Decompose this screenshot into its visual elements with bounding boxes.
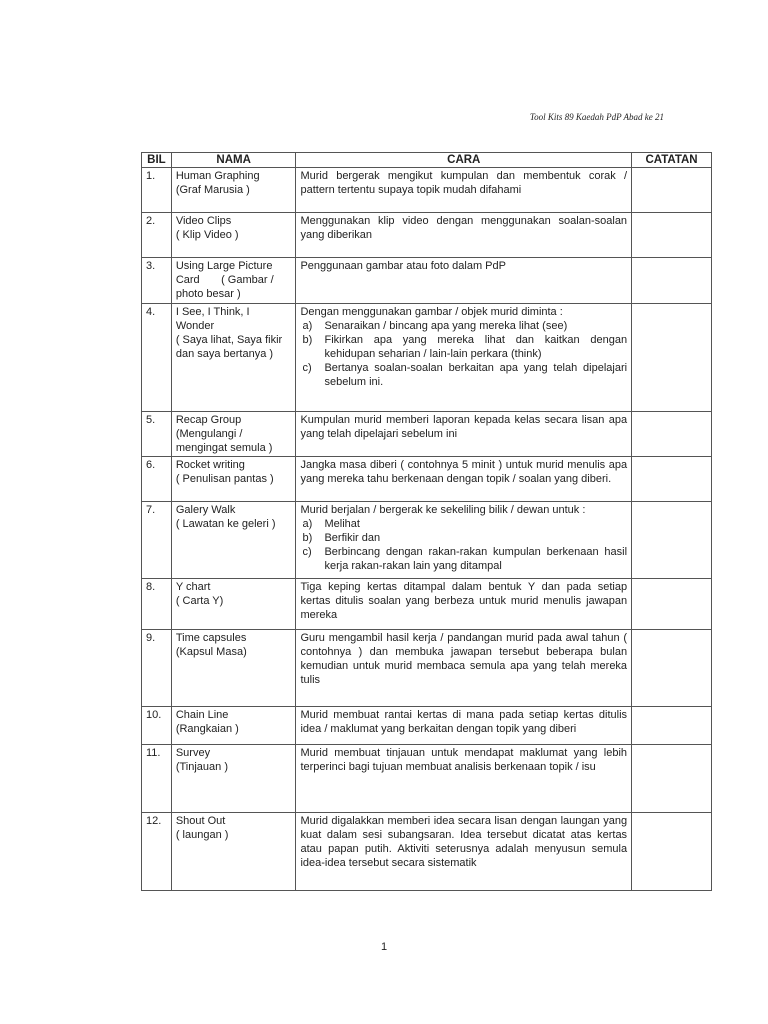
- table-body: [142, 168, 712, 891]
- table-row: [142, 813, 712, 891]
- list-item-text: Berbincang dengan rakan-rakan kumpulan berkenaan hasil kerja rakan-rakan lain yang ditampal: [324, 546, 628, 572]
- cell-catatan: [632, 457, 712, 502]
- nama-line: Chain Line: [175, 709, 229, 721]
- table-row: [142, 502, 712, 579]
- cell-cara: [296, 630, 632, 707]
- nama-line: (Mengulangi /: [175, 428, 243, 440]
- cell-cara: [296, 745, 632, 813]
- cell-cara: [296, 412, 632, 457]
- column-header-cara: CARA: [296, 153, 632, 168]
- list-item: [300, 333, 627, 361]
- cell-nama: [171, 457, 296, 502]
- cell-catatan: [632, 304, 712, 412]
- table-row: [142, 412, 712, 457]
- table-row: [142, 707, 712, 745]
- cell-nama: [171, 707, 296, 745]
- cell-nama: [171, 630, 296, 707]
- list-item-letter: a): [302, 518, 313, 530]
- cell-bil: 6.: [142, 457, 172, 502]
- cell-nama: [171, 745, 296, 813]
- cell-catatan: [632, 579, 712, 630]
- cell-cara: [296, 168, 632, 213]
- cara-text: Kumpulan murid memberi laporan kepada kelas secara lisan apa yang telah dipelajari sebelum ini: [300, 414, 628, 440]
- cell-nama: [171, 502, 296, 579]
- list-item-text: Melihat: [324, 518, 360, 530]
- document-header-title: Tool Kits 89 Kaedah PdP Abad ke 21: [529, 112, 664, 122]
- cell-cara: [296, 213, 632, 258]
- nama-line: I See, I Think, I: [175, 306, 250, 318]
- list-item: [300, 531, 627, 545]
- nama-line: ( Lawatan ke geleri ): [175, 518, 276, 530]
- cell-nama: [171, 813, 296, 891]
- cell-bil: 9.: [142, 630, 172, 707]
- cell-bil: 8.: [142, 579, 172, 630]
- table-row: [142, 630, 712, 707]
- list-item-letter: c): [302, 546, 312, 558]
- cell-cara: [296, 502, 632, 579]
- cara-text: Murid digalakkan memberi idea secara lisan dengan laungan yang kuat dalam sesi subangsaran. Idea tersebut dicatat atas kertas atau papan putih. Aktiviti seterusnya adalah menyusun semula idea-idea tersebut secara sistematik: [300, 815, 628, 869]
- cara-text: Murid membuat rantai kertas di mana pada setiap kertas ditulis idea / maklumat yang berkaitan dengan topik yang diberi: [300, 709, 628, 735]
- cara-text: Murid berjalan / bergerak ke sekeliling bilik / dewan untuk :: [300, 504, 586, 516]
- nama-line: dan saya bertanya ): [175, 348, 274, 360]
- nama-line: Using Large Picture: [175, 260, 273, 272]
- cell-catatan: [632, 168, 712, 213]
- cell-bil: 5.: [142, 412, 172, 457]
- cara-text: Penggunaan gambar atau foto dalam PdP: [300, 260, 506, 272]
- nama-line: mengingat semula ): [175, 442, 273, 454]
- cara-text: Murid membuat tinjauan untuk mendapat maklumat yang lebih terperinci bagi tujuan membuat analisis berkenaan topik / isu: [300, 747, 628, 773]
- cell-bil: 1.: [142, 168, 172, 213]
- table-row: [142, 579, 712, 630]
- nama-line: Time capsules: [175, 632, 247, 644]
- nama-line: Rocket writing: [175, 459, 245, 471]
- cell-bil: 2.: [142, 213, 172, 258]
- cell-nama: [171, 579, 296, 630]
- cara-text: Menggunakan klip video dengan menggunakan soalan-soalan yang diberikan: [300, 215, 628, 241]
- column-header-catatan: CATATAN: [632, 153, 712, 168]
- cell-catatan: [632, 412, 712, 457]
- cell-catatan: [632, 502, 712, 579]
- nama-line: Shout Out: [175, 815, 226, 827]
- cell-bil: 10.: [142, 707, 172, 745]
- cell-catatan: [632, 745, 712, 813]
- nama-line: (Graf Marusia ): [175, 184, 250, 196]
- page-number: 1: [380, 941, 388, 953]
- nama-line: Human Graphing: [175, 170, 260, 182]
- list-item: [300, 545, 627, 573]
- cell-nama: [171, 168, 296, 213]
- methods-table: [141, 152, 712, 891]
- list-item-text: Fikirkan apa yang mereka lihat dan kaitkan dengan kehidupan seharian / lain-lain perkara (think): [324, 334, 628, 360]
- cell-cara: [296, 707, 632, 745]
- nama-line: (Kapsul Masa): [175, 646, 247, 658]
- table-row: [142, 258, 712, 304]
- nama-line: Survey: [175, 747, 211, 759]
- table-row: [142, 304, 712, 412]
- cell-cara: [296, 457, 632, 502]
- cell-nama: [171, 258, 296, 304]
- cara-text: Guru mengambil hasil kerja / pandangan murid pada awal tahun ( contohnya ) dan membuka jawapan tersebut beberapa bulan kemudian untuk murid membaca semula apa yang telah mereka tulis: [300, 632, 628, 686]
- nama-line: ( Klip Video ): [175, 229, 239, 241]
- table-header-row: [142, 153, 712, 168]
- nama-line: photo besar ): [175, 288, 241, 300]
- table-row: [142, 457, 712, 502]
- cara-text: Tiga keping kertas ditampal dalam bentuk Y dan pada setiap kertas ditulis soalan yang berbeza untuk murid menulis jawapan mereka: [300, 581, 628, 621]
- list-item-text: Bertanya soalan-soalan berkaitan apa yang telah dipelajari sebelum ini.: [324, 362, 628, 388]
- cara-sublist: [300, 319, 627, 389]
- cell-nama: [171, 213, 296, 258]
- nama-line: Galery Walk: [175, 504, 236, 516]
- list-item-text: Berfikir dan: [324, 532, 381, 544]
- column-header-bil: BIL: [142, 153, 172, 168]
- table-row: [142, 168, 712, 213]
- cara-text: Murid bergerak mengikut kumpulan dan membentuk corak / pattern tertentu supaya topik mudah difahami: [300, 170, 628, 196]
- list-item-letter: b): [302, 334, 313, 346]
- cara-sublist: [300, 517, 627, 573]
- cell-catatan: [632, 707, 712, 745]
- cell-cara: [296, 579, 632, 630]
- nama-line: (Rangkaian ): [175, 723, 239, 735]
- nama-line: ( laungan ): [175, 829, 229, 841]
- list-item-letter: b): [302, 532, 313, 544]
- cell-cara: [296, 813, 632, 891]
- nama-line: Y chart: [175, 581, 211, 593]
- nama-line: Video Clips: [175, 215, 232, 227]
- cell-cara: [296, 304, 632, 412]
- cell-bil: 3.: [142, 258, 172, 304]
- list-item-text: Senaraikan / bincang apa yang mereka lihat (see): [324, 320, 568, 332]
- list-item-letter: a): [302, 320, 313, 332]
- cell-bil: 7.: [142, 502, 172, 579]
- nama-line: Recap Group: [175, 414, 242, 426]
- list-item: [300, 319, 627, 333]
- cell-nama: [171, 412, 296, 457]
- nama-line: ( Saya lihat, Saya fikir: [175, 334, 283, 346]
- cell-catatan: [632, 213, 712, 258]
- list-item: [300, 517, 627, 531]
- column-header-nama: NAMA: [171, 153, 296, 168]
- nama-line: Wonder: [175, 320, 215, 332]
- nama-line: ( Carta Y): [175, 595, 224, 607]
- cell-nama: [171, 304, 296, 412]
- cara-text: Dengan menggunakan gambar / objek murid diminta :: [300, 306, 563, 318]
- cell-bil: 4.: [142, 304, 172, 412]
- list-item: [300, 361, 627, 389]
- nama-line: Card ( Gambar /: [175, 274, 274, 286]
- cell-cara: [296, 258, 632, 304]
- cell-catatan: [632, 813, 712, 891]
- list-item-letter: c): [302, 362, 312, 374]
- cell-bil: 11.: [142, 745, 172, 813]
- cell-bil: 12.: [142, 813, 172, 891]
- cell-catatan: [632, 630, 712, 707]
- cell-catatan: [632, 258, 712, 304]
- nama-line: ( Penulisan pantas ): [175, 473, 274, 485]
- cara-text: Jangka masa diberi ( contohnya 5 minit ) untuk murid menulis apa yang mereka tahu berkenaan dengan topik / soalan yang diberi.: [300, 459, 628, 485]
- table-row: [142, 745, 712, 813]
- nama-line: (Tinjauan ): [175, 761, 228, 773]
- table-row: [142, 213, 712, 258]
